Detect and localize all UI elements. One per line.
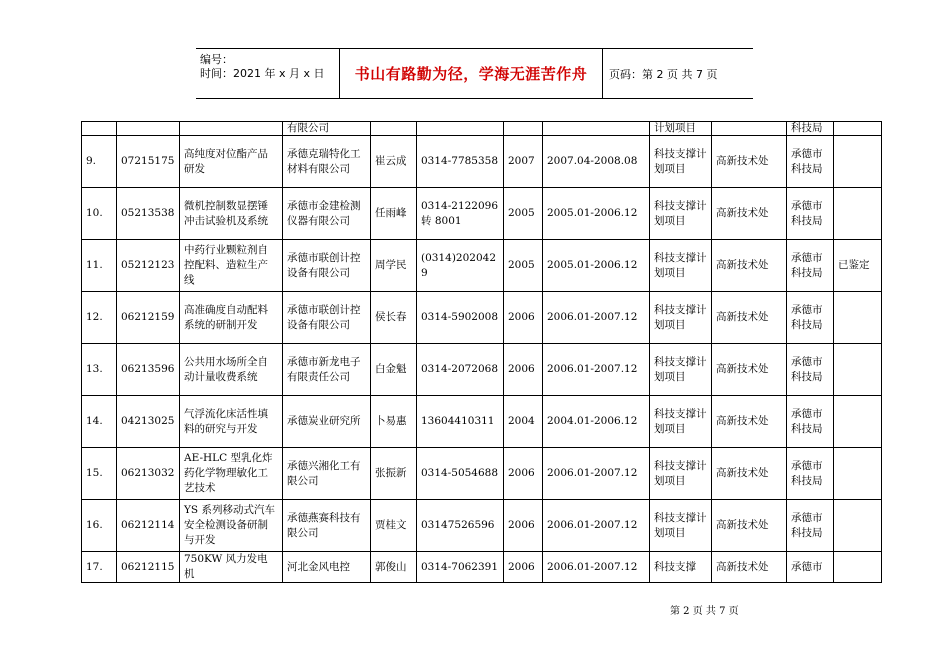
cell-seq: 9.: [82, 136, 117, 188]
cell-phone: [417, 122, 504, 136]
cell-code: 05212123: [117, 240, 180, 292]
cell-contact: 周学民: [371, 240, 417, 292]
cell-department: 高新技术处: [712, 552, 787, 583]
cell-program: 科技支撑计划项目: [650, 396, 712, 448]
cell-program: 科技支撑: [650, 552, 712, 583]
cell-phone: 0314-5054688: [417, 448, 504, 500]
cell-remark: [834, 500, 882, 552]
cell-program: 科技支撑计划项目: [650, 188, 712, 240]
cell-seq: 17.: [82, 552, 117, 583]
cell-year: [504, 122, 543, 136]
cell-contact: 崔云成: [371, 136, 417, 188]
cell-year: 2006: [504, 292, 543, 344]
table-row: [82, 448, 882, 500]
table-row: [82, 240, 882, 292]
cell-phone: 0314-7062391: [417, 552, 504, 583]
cell-period: 2006.01-2007.12: [543, 552, 650, 583]
cell-period: 2006.01-2007.12: [543, 448, 650, 500]
cell-code: 06212115: [117, 552, 180, 583]
cell-phone: 0314-2122096 转 8001: [417, 188, 504, 240]
table-row: [82, 122, 882, 136]
cell-project-name: 高纯度对位酯产品研发: [180, 136, 283, 188]
cell-contact: 郭俊山: [371, 552, 417, 583]
header-motto: 书山有路勤为径，学海无涯苦作舟: [340, 49, 603, 98]
table-body: [82, 122, 882, 583]
cell-year: 2006: [504, 500, 543, 552]
cell-year: 2005: [504, 240, 543, 292]
cell-seq: 11.: [82, 240, 117, 292]
cell-code: [117, 122, 180, 136]
number-label: 编号：: [200, 53, 233, 66]
cell-phone: 0314-2072068: [417, 344, 504, 396]
cell-department: 高新技术处: [712, 240, 787, 292]
cell-company: 承德市联创计控设备有限公司: [283, 240, 371, 292]
cell-phone: 0314-5902008: [417, 292, 504, 344]
cell-period: 2006.01-2007.12: [543, 500, 650, 552]
cell-department: 高新技术处: [712, 448, 787, 500]
cell-program: 科技支撑计划项目: [650, 136, 712, 188]
project-table: [81, 121, 882, 583]
cell-bureau: 承德市科技局: [787, 188, 834, 240]
cell-phone: 0314-7785358: [417, 136, 504, 188]
cell-department: 高新技术处: [712, 136, 787, 188]
cell-period: 2005.01-2006.12: [543, 188, 650, 240]
cell-phone: 03147526596: [417, 500, 504, 552]
header-meta: [196, 49, 340, 98]
cell-year: 2005: [504, 188, 543, 240]
cell-company: 承德燕赛科技有限公司: [283, 500, 371, 552]
cell-department: 高新技术处: [712, 188, 787, 240]
table-row: [82, 500, 882, 552]
cell-bureau: 承德市科技局: [787, 292, 834, 344]
cell-period: 2006.01-2007.12: [543, 344, 650, 396]
cell-company: 承德兴湘化工有限公司: [283, 448, 371, 500]
cell-seq: 12.: [82, 292, 117, 344]
cell-contact: 侯长春: [371, 292, 417, 344]
cell-program: 科技支撑计划项目: [650, 500, 712, 552]
cell-project-name: YS 系列移动式汽车安全检测设备研制与开发: [180, 500, 283, 552]
cell-remark: [834, 344, 882, 396]
cell-bureau: 承德市科技局: [787, 240, 834, 292]
cell-department: 高新技术处: [712, 500, 787, 552]
cell-contact: 卜易惠: [371, 396, 417, 448]
cell-seq: [82, 122, 117, 136]
cell-company: 承德炭业研究所: [283, 396, 371, 448]
cell-seq: 14.: [82, 396, 117, 448]
cell-seq: 15.: [82, 448, 117, 500]
cell-bureau: 科技局: [787, 122, 834, 136]
header-page-label: 页码：第 2 页 共 7 页: [609, 67, 718, 81]
cell-period: 2006.01-2007.12: [543, 292, 650, 344]
cell-bureau: 承德市科技局: [787, 344, 834, 396]
cell-code: 06212114: [117, 500, 180, 552]
cell-program: 科技支撑计划项目: [650, 292, 712, 344]
cell-bureau: 承德市科技局: [787, 396, 834, 448]
cell-bureau: 承德市科技局: [787, 448, 834, 500]
cell-phone: 13604410311: [417, 396, 504, 448]
cell-project-name: 高准确度自动配料系统的研制开发: [180, 292, 283, 344]
cell-contact: [371, 122, 417, 136]
cell-contact: 任雨峰: [371, 188, 417, 240]
cell-code: 04213025: [117, 396, 180, 448]
cell-bureau: 承德市: [787, 552, 834, 583]
cell-remark: [834, 122, 882, 136]
cell-code: 06213596: [117, 344, 180, 396]
cell-year: 2006: [504, 448, 543, 500]
time-label: 时间：2021 年 x 月 x 日: [200, 67, 325, 80]
cell-year: 2006: [504, 344, 543, 396]
cell-program: 科技支撑计划项目: [650, 448, 712, 500]
cell-year: 2006: [504, 552, 543, 583]
cell-department: [712, 122, 787, 136]
cell-remark: [834, 188, 882, 240]
cell-company: 承德市新龙电子有限责任公司: [283, 344, 371, 396]
cell-remark: [834, 552, 882, 583]
table-row: [82, 188, 882, 240]
cell-department: 高新技术处: [712, 344, 787, 396]
cell-project-name: 公共用水场所全自动计量收费系统: [180, 344, 283, 396]
table-row: [82, 136, 882, 188]
cell-project-name: 中药行业颗粒剂自控配料、造粒生产线: [180, 240, 283, 292]
cell-company: 河北金风电控: [283, 552, 371, 583]
cell-seq: 13.: [82, 344, 117, 396]
cell-contact: 贾桂文: [371, 500, 417, 552]
table-row: [82, 292, 882, 344]
cell-bureau: 承德市科技局: [787, 136, 834, 188]
cell-program: 科技支撑计划项目: [650, 344, 712, 396]
cell-company: 承德市金建检测仪器有限公司: [283, 188, 371, 240]
cell-seq: 16.: [82, 500, 117, 552]
cell-seq: 10.: [82, 188, 117, 240]
cell-company: 承德克瑞特化工材料有限公司: [283, 136, 371, 188]
table-row: [82, 344, 882, 396]
cell-remark: [834, 448, 882, 500]
cell-period: [543, 122, 650, 136]
table-row: [82, 396, 882, 448]
cell-project-name: 750KW 风力发电机: [180, 552, 283, 583]
cell-period: 2004.01-2006.12: [543, 396, 650, 448]
cell-project-name: [180, 122, 283, 136]
cell-code: 07215175: [117, 136, 180, 188]
cell-remark: [834, 136, 882, 188]
cell-project-name: AE-HLC 型乳化炸药化学物理敏化工艺技术: [180, 448, 283, 500]
cell-program: 计划项目: [650, 122, 712, 136]
cell-period: 2007.04-2008.08: [543, 136, 650, 188]
cell-contact: 白金魁: [371, 344, 417, 396]
cell-year: 2004: [504, 396, 543, 448]
cell-contact: 张振新: [371, 448, 417, 500]
cell-project-name: 气浮流化床活性填料的研究与开发: [180, 396, 283, 448]
table-row: [82, 552, 882, 583]
cell-company: 有限公司: [283, 122, 371, 136]
cell-project-name: 微机控制数显摆锤冲击试验机及系统: [180, 188, 283, 240]
cell-code: 06213032: [117, 448, 180, 500]
cell-period: 2005.01-2006.12: [543, 240, 650, 292]
cell-code: 05213538: [117, 188, 180, 240]
cell-code: 06212159: [117, 292, 180, 344]
cell-remark: [834, 292, 882, 344]
cell-bureau: 承德市科技局: [787, 500, 834, 552]
page-footer: 第 2 页 共 7 页: [670, 606, 739, 617]
cell-phone: (0314)2020429: [417, 240, 504, 292]
cell-year: 2007: [504, 136, 543, 188]
cell-department: 高新技术处: [712, 396, 787, 448]
cell-remark: [834, 396, 882, 448]
page-header: [196, 48, 753, 99]
cell-program: 科技支撑计划项目: [650, 240, 712, 292]
cell-company: 承德市联创计控设备有限公司: [283, 292, 371, 344]
cell-remark: 已鉴定: [834, 240, 882, 292]
cell-department: 高新技术处: [712, 292, 787, 344]
